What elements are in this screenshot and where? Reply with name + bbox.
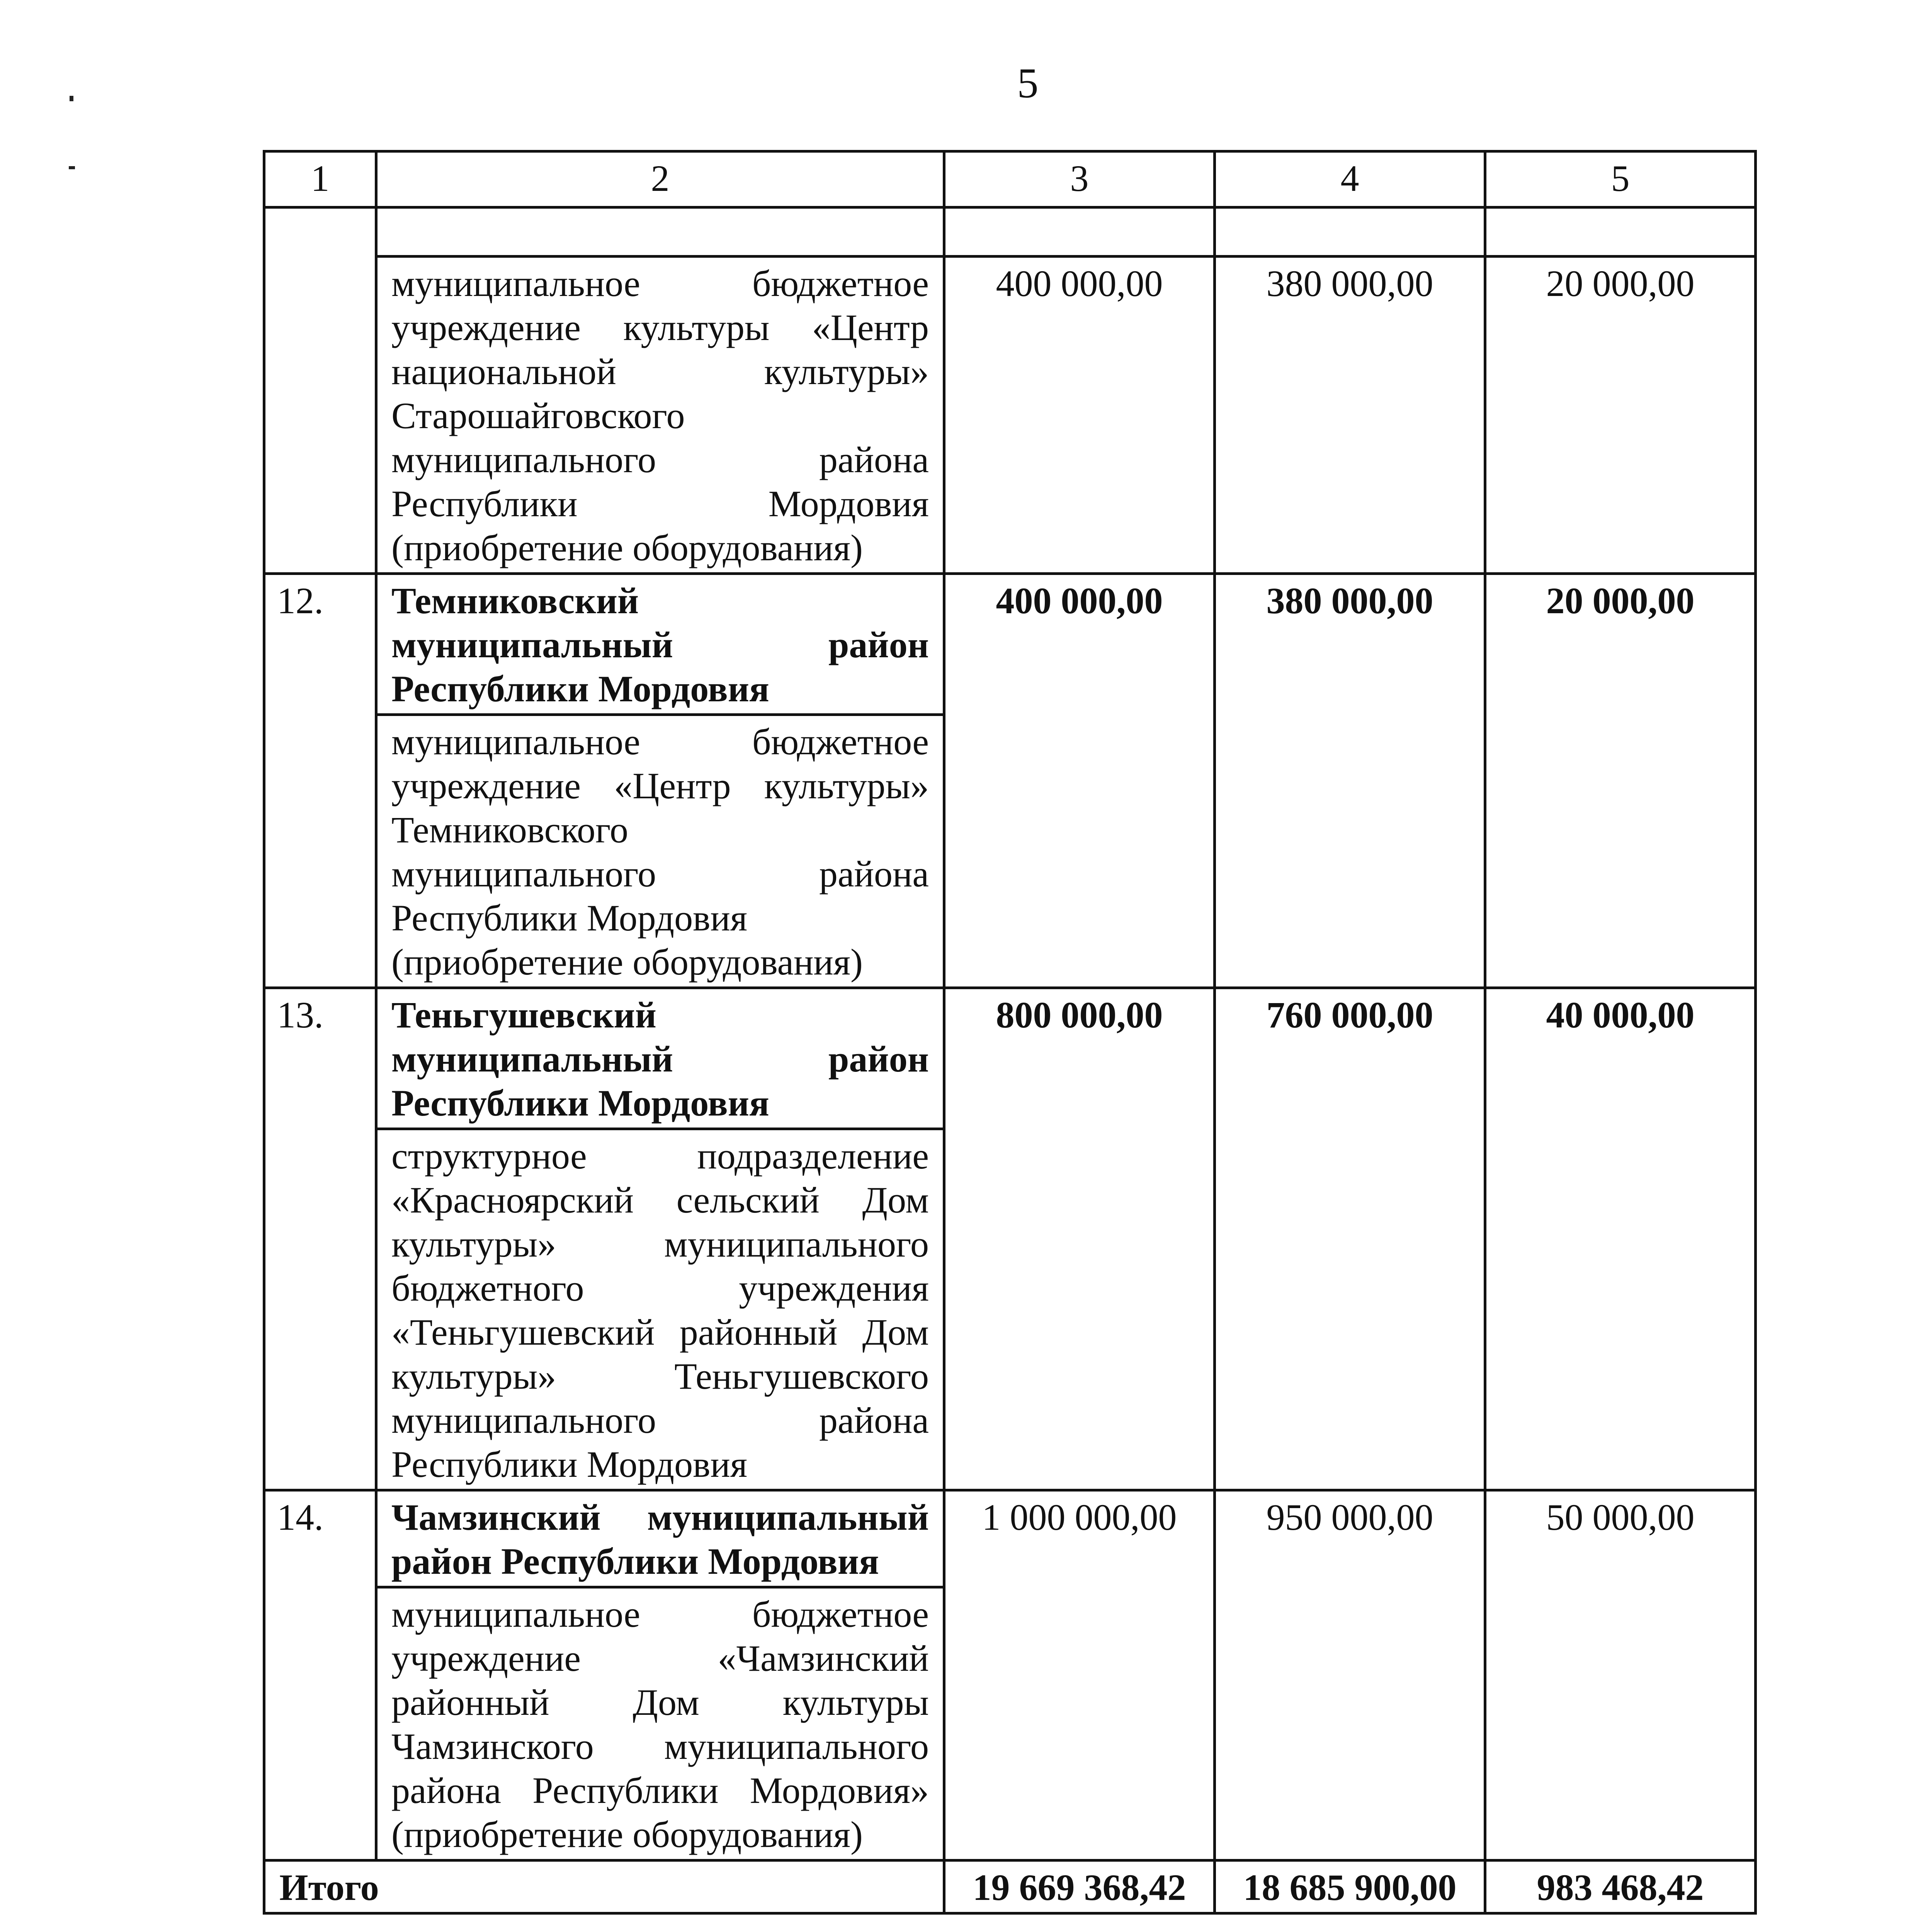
amount-col5: 50 000,00: [1485, 1490, 1756, 1861]
scan-mark: [70, 96, 73, 101]
header-row: [264, 151, 1756, 207]
header-cell-1: 1: [264, 151, 376, 207]
amount-col4: 380 000,00: [1215, 574, 1485, 988]
table-row: [264, 988, 1756, 1129]
page-number: 5: [1017, 60, 1039, 107]
district-name: Темниковский муниципальный район Республики Мордовия: [376, 574, 944, 715]
continuation-row: [264, 257, 1756, 574]
amount-col3: 1 000 000,00: [944, 1490, 1215, 1861]
continuation-col5: 20 000,00: [1485, 257, 1756, 574]
amount-col4: 950 000,00: [1215, 1490, 1485, 1861]
total-row: [264, 1861, 1756, 1913]
amount-col3: 400 000,00: [944, 574, 1215, 988]
scan-mark: [69, 166, 75, 169]
total-col5: 983 468,42: [1485, 1861, 1756, 1913]
continuation-num-cell: [264, 207, 376, 574]
total-col3: 19 669 368,42: [944, 1861, 1215, 1913]
amount-col3: 800 000,00: [944, 988, 1215, 1490]
header-cell-5: 5: [1485, 151, 1756, 207]
institution-name: муниципальное бюджетное учреждение «Чамзинский районный Дом культуры Чамзинского муниципального района Республики Мордовия» (приобретение оборудования): [376, 1587, 944, 1861]
row-number: 13.: [264, 988, 376, 1490]
continuation-col3: 400 000,00: [944, 257, 1215, 574]
amount-col4: 760 000,00: [1215, 988, 1485, 1490]
continuation-institution: муниципальное бюджетное учреждение культуры «Центр национальной культуры» Старошайговского муниципального района Республики Мордовия (приобретение оборудования): [376, 257, 944, 574]
institution-name: муниципальное бюджетное учреждение «Центр культуры» Темниковского муниципального района Республики Мордовия (приобретение оборудования): [376, 715, 944, 988]
table-row: [264, 574, 1756, 715]
continuation-blank-row: [264, 207, 1756, 257]
table-row: [264, 1490, 1756, 1587]
header-cell-2: 2: [376, 151, 944, 207]
row-number: 14.: [264, 1490, 376, 1861]
district-name: Теньгушевский муниципальный район Республики Мордовия: [376, 988, 944, 1129]
amount-col5: 40 000,00: [1485, 988, 1756, 1490]
funding-table: [263, 150, 1757, 1915]
continuation-col4: 380 000,00: [1215, 257, 1485, 574]
institution-name: структурное подразделение «Красноярский сельский Дом культуры» муниципального бюджетного учреждения «Теньгушевский районный Дом культуры» Теньгушевского муниципального района Республики Мордовия: [376, 1129, 944, 1490]
header-cell-4: 4: [1215, 151, 1485, 207]
row-number: 12.: [264, 574, 376, 988]
district-name: Чамзинский муниципальный район Республики Мордовия: [376, 1490, 944, 1587]
total-label: Итого: [264, 1861, 944, 1913]
header-cell-3: 3: [944, 151, 1215, 207]
amount-col5: 20 000,00: [1485, 574, 1756, 988]
total-col4: 18 685 900,00: [1215, 1861, 1485, 1913]
